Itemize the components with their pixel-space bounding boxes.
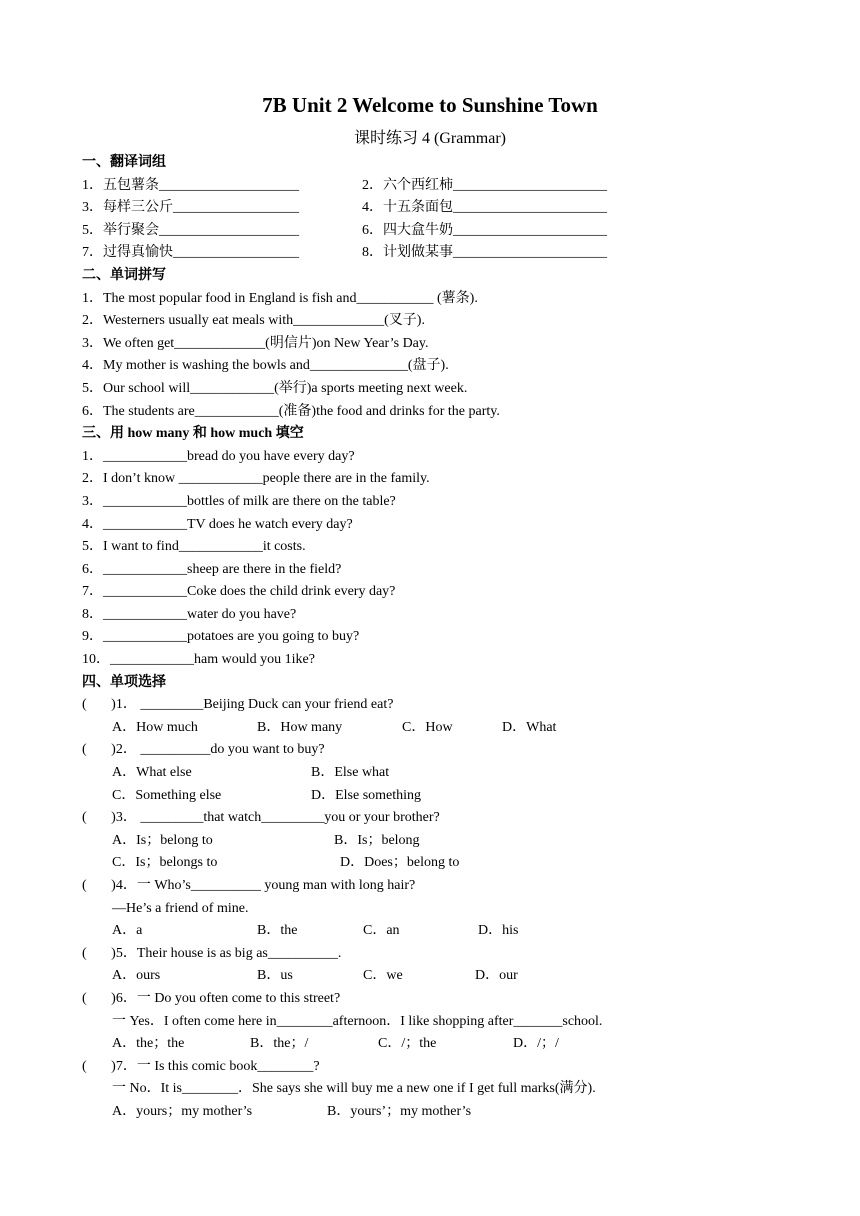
section-2-heading: 二、单词拼写: [82, 267, 166, 283]
phrase-item: 3．每样三公斤__________________: [82, 200, 299, 216]
fill-item: 4．____________TV does he watch every day?: [82, 516, 353, 532]
page-title: 7B Unit 2 Welcome to Sunshine Town: [262, 93, 598, 117]
option: C．How: [402, 719, 453, 735]
fill-item: 2．I don’t know ____________people there are in the family.: [82, 471, 430, 487]
question-stem: ( )5．Their house is as big as__________.: [82, 945, 342, 961]
question-stem: ( )3． _________that watch_________you or your brother?: [82, 810, 440, 826]
phrase-item: 2．六个西红柿______________________: [362, 177, 607, 193]
fill-item: 5．I want to find____________it costs.: [82, 539, 306, 555]
section-3-heading: 三、用 how many 和 how much 填空: [82, 426, 304, 442]
fill-item: 8．____________water do you have?: [82, 606, 297, 622]
phrase-item: 7．过得真愉快__________________: [82, 245, 299, 261]
question-stem: ( )7．一 Is this comic book________?: [82, 1058, 320, 1074]
option: D．his: [478, 923, 519, 939]
option: B．Is；belong: [334, 832, 420, 848]
options-row: [82, 852, 782, 875]
phrase-row: [82, 175, 782, 198]
option: B．yours’；my mother’s: [327, 1103, 472, 1119]
spelling-item: 4．My mother is washing the bowls and______________(盘子).: [82, 358, 449, 374]
question-dialogue: 一 No．It is________．She says she will buy me a new one if I get full marks(满分).: [112, 1081, 596, 1097]
option: A．yours；my mother’s: [112, 1103, 253, 1119]
phrase-row: [82, 220, 782, 243]
options-row: [82, 1033, 782, 1056]
option: B．the: [257, 923, 298, 939]
option: C．an: [363, 923, 400, 939]
option: A．the；the: [112, 1036, 185, 1052]
question-dialogue: —He’s a friend of mine.: [112, 900, 249, 916]
option: B．us: [257, 968, 293, 984]
options-row: [82, 1101, 782, 1124]
option: D．What: [502, 719, 557, 735]
option: C．/；the: [378, 1036, 437, 1052]
fill-item: 10．____________ham would you 1ike?: [82, 652, 315, 668]
question-stem: ( )4．一 Who’s__________ young man with long hair?: [82, 878, 416, 893]
option: B．the；/: [250, 1036, 309, 1052]
phrase-item: 8．计划做某事______________________: [362, 245, 607, 261]
question-stem: ( )1． _________Beijing Duck can your friend eat?: [82, 697, 394, 713]
option: C．we: [363, 968, 403, 984]
options-row: [82, 717, 782, 740]
option: A．ours: [112, 968, 161, 984]
page-subtitle: 课时练习 4 (Grammar): [354, 130, 506, 147]
phrase-item: 4．十五条面包______________________: [362, 200, 607, 216]
spelling-item: 5．Our school will____________(举行)a sports meeting next week.: [82, 380, 468, 396]
option: D．Does；belong to: [340, 855, 460, 871]
option: A．How much: [112, 719, 198, 735]
options-row: [82, 965, 782, 988]
option: A．a: [112, 923, 143, 939]
spelling-item: 3．We often get_____________(明信片)on New Year’s Day.: [82, 335, 429, 351]
phrase-row: [82, 197, 782, 220]
question-dialogue: 一 Yes．I often come here in________afternoon．I like shopping after_______school.: [112, 1013, 603, 1029]
options-row: [82, 920, 782, 943]
phrase-item: 1．五包薯条____________________: [82, 177, 299, 193]
phrase-item: 5．举行聚会____________________: [82, 222, 299, 238]
fill-item: 1．____________bread do you have every day?: [82, 448, 355, 464]
spelling-item: 1．The most popular food in England is fish and___________ (薯条).: [82, 290, 478, 306]
section-1-heading: 一、翻译词组: [82, 155, 166, 170]
spelling-item: 6．The students are____________(准备)the food and drinks for the party.: [82, 403, 500, 419]
option: D．our: [475, 968, 518, 984]
options-row: [82, 762, 782, 785]
fill-item: 3．____________bottles of milk are there on the table?: [82, 493, 396, 509]
option: D．Else something: [311, 787, 422, 803]
option: A．What else: [112, 765, 192, 781]
option: B．Else what: [311, 765, 390, 781]
option: C．Is；belongs to: [112, 855, 218, 871]
fill-item: 7．____________Coke does the child drink every day?: [82, 584, 396, 600]
options-row: [82, 830, 782, 853]
options-row: [82, 785, 782, 808]
option: C．Something else: [112, 787, 222, 803]
fill-item: 9．____________potatoes are you going to buy?: [82, 629, 360, 645]
option: A．Is；belong to: [112, 832, 213, 848]
section-4-heading: 四、单项选择: [82, 674, 166, 690]
option: B．How many: [257, 719, 343, 735]
fill-item: 6．____________sheep are there in the field?: [82, 561, 342, 577]
phrase-item: 6．四大盒牛奶______________________: [362, 222, 607, 238]
question-stem: ( )2． __________do you want to buy?: [82, 742, 325, 758]
option: D．/；/: [513, 1036, 559, 1052]
phrase-row: [82, 242, 782, 265]
question-stem: ( )6．一 Do you often come to this street?: [82, 990, 341, 1006]
spelling-item: 2．Westerners usually eat meals with_____________(叉子).: [82, 313, 425, 329]
worksheet-body: [82, 152, 782, 1124]
